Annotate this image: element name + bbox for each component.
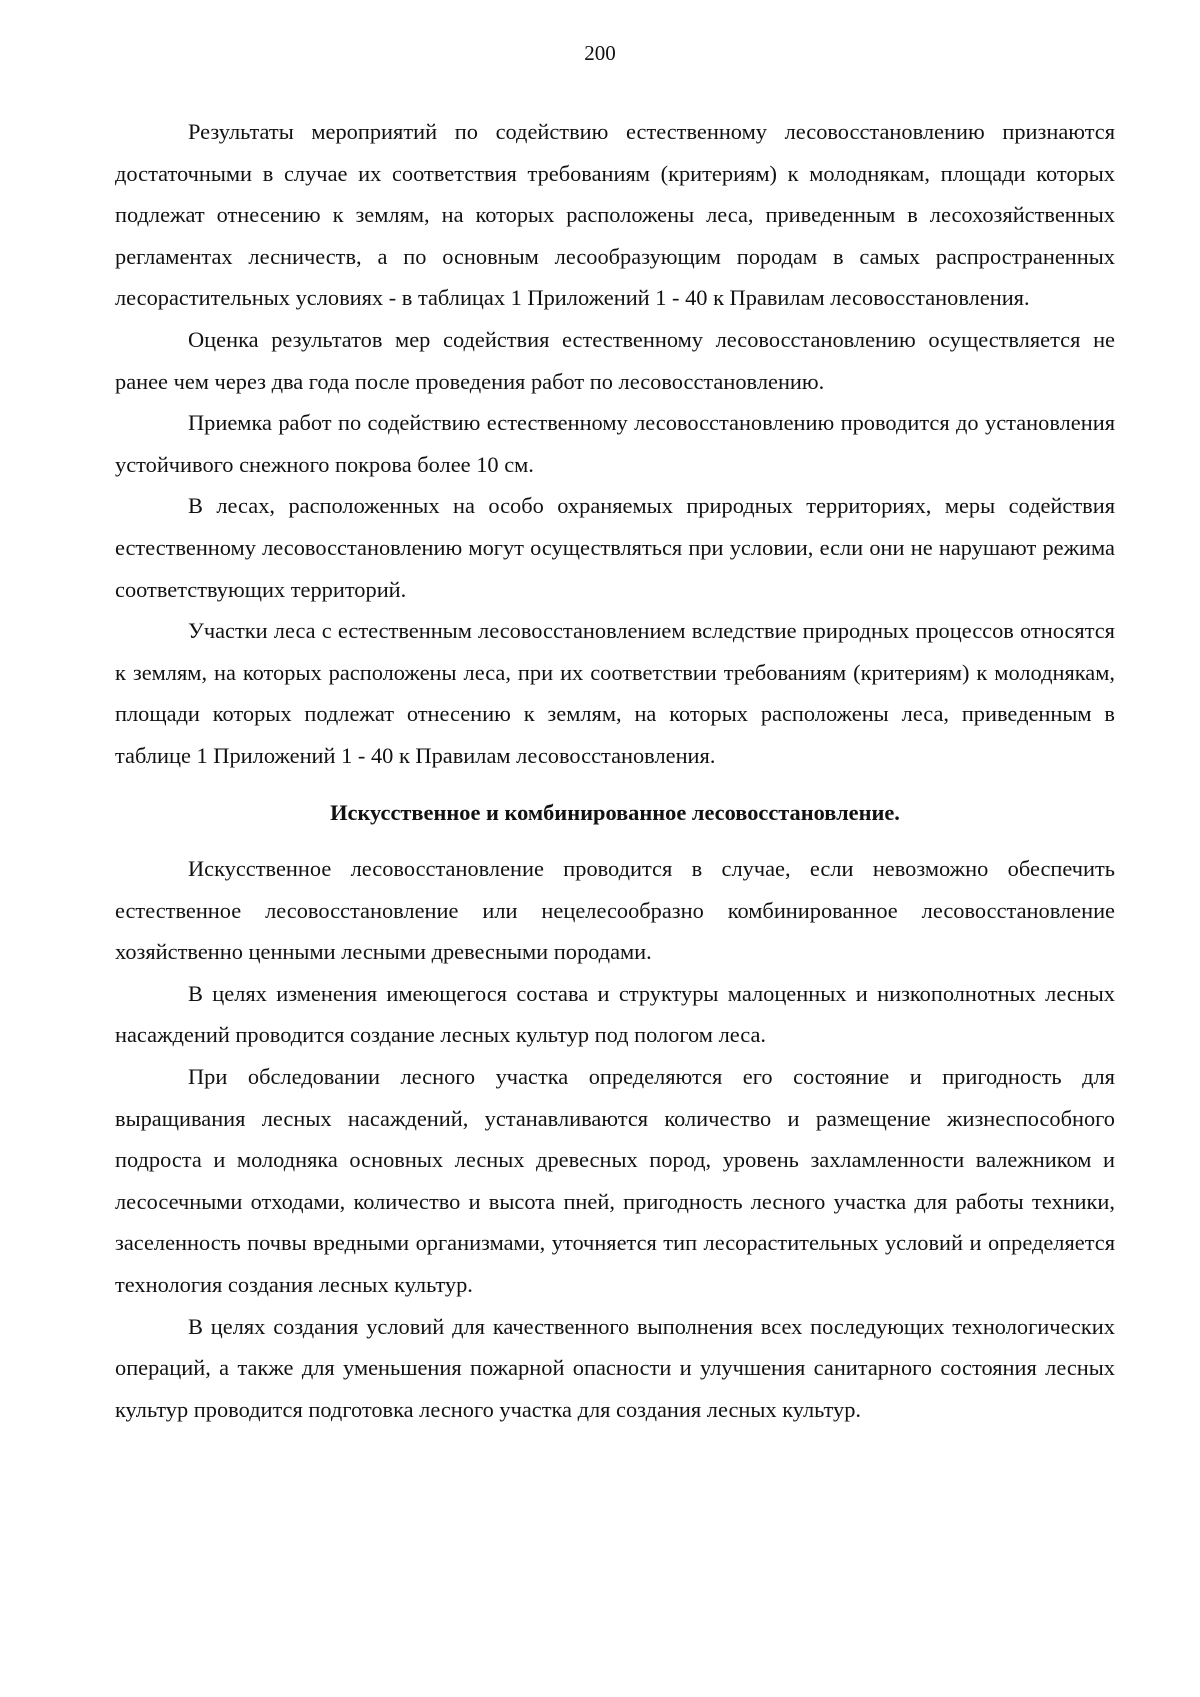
section-heading: Искусственное и комбинированное лесовосстановление. (330, 799, 900, 825)
paragraph: При обследовании лесного участка определяются его состояние и пригодность для выращивания лесных насаждений, устанавливаются количество и размещение жизнеспособного подроста и молодняка основных лесных древесных пород, уровень захламленности валежником и лесосечными отходами, количество и высота пней, пригодность лесного участка для работы техники, заселенность почвы вредными организмами, уточняется тип лесорастительных условий и определяется технология создания лесных культур. (115, 1064, 1115, 1298)
paragraph: Результаты мероприятий по содействию естественному лесовосстановлению признаются достаточными в случае их соответствия требованиям (критериям) к молоднякам, площади которых подлежат отнесению к землям, на которых расположены леса, приведенным в лесохозяйственных регламентах лесничеств, а по основным лесообразующим породам в самых распространенных лесорастительных условиях - в таблицах 1 Приложений 1 - 40 к Правилам лесовосстановления. (115, 119, 1115, 311)
paragraph: Искусственное лесовосстановление проводится в случае, если невозможно обеспечить естественное лесовосстановление или нецелесообразно комбинированное лесовосстановление хозяйственно ценными лесными древесными породами. (115, 856, 1115, 965)
paragraph: В целях создания условий для качественного выполнения всех последующих технологических операций, а также для уменьшения пожарной опасности и улучшения санитарного состояния лесных культур проводится подготовка лесного участка для создания лесных культур. (115, 1313, 1115, 1422)
paragraph: Приемка работ по содействию естественному лесовосстановлению проводится до установления устойчивого снежного покрова более 10 см. (115, 410, 1115, 477)
paragraph: В лесах, расположенных на особо охраняемых природных территориях, меры содействия естественному лесовосстановлению могут осуществляться при условии, если они не нарушают режима соответствующих территорий. (115, 493, 1115, 602)
paragraph: Участки леса с естественным лесовосстановлением вследствие природных процессов относятся к землям, на которых расположены леса, при их соответствии требованиям (критериям) к молоднякам, площади которых подлежат отнесению к землям, на которых расположены леса, приведенным в таблице 1 Приложений 1 - 40 к Правилам лесовосстановления. (115, 618, 1115, 768)
page-body (115, 111, 1115, 1430)
page-number: 200 (584, 41, 616, 65)
paragraph: В целях изменения имеющегося состава и структуры малоценных и низкополнотных лесных насаждений проводится создание лесных культур под пологом леса. (115, 980, 1115, 1048)
paragraph: Оценка результатов мер содействия естественному лесовосстановлению осуществляется не ранее чем через два года после проведения работ по лесовосстановлению. (115, 326, 1115, 394)
